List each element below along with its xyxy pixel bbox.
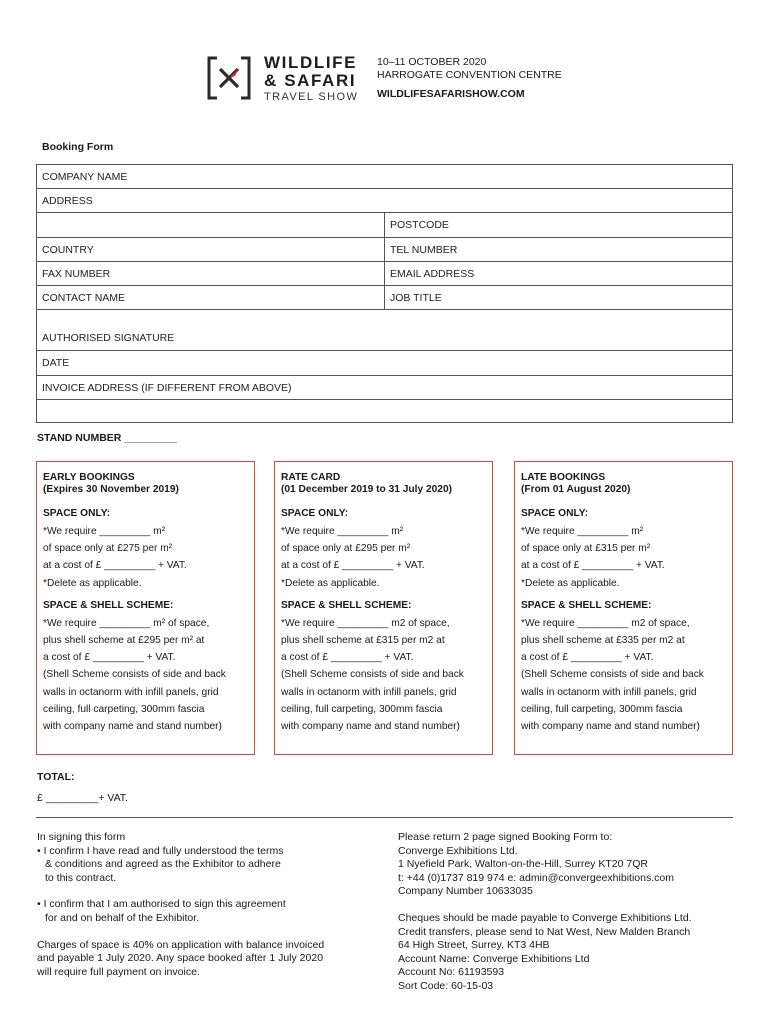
logo-subtitle: TRAVEL SHOW (264, 91, 359, 103)
logo-title (264, 54, 357, 90)
charges-line: Charges of space is 40% on application with balance invoiced (37, 938, 325, 951)
shell-line: ceiling, full carpeting, 300mm fascia (281, 703, 443, 715)
form-row (37, 165, 732, 189)
shell-line: (Shell Scheme consists of side and back (43, 669, 226, 681)
space-only-heading: SPACE ONLY: (281, 508, 349, 519)
company-name-field[interactable]: COMPANY NAME (42, 171, 128, 183)
logo-icon (207, 56, 251, 100)
payment-line: 64 High Street, Surrey, KT3 4HB (398, 939, 550, 952)
shell-line: with company name and stand number) (43, 721, 222, 733)
shell-line: walls in octanorm with infill panels, grid (521, 686, 697, 698)
space-only-line: *Delete as applicable. (281, 577, 380, 589)
shell-line[interactable]: *We require _________ m2 of space, (521, 617, 690, 629)
space-only-line: of space only at £275 per m² (43, 543, 173, 555)
event-info (377, 56, 562, 101)
shell-line: with company name and stand number) (521, 721, 700, 733)
return-line: Company Number 10633035 (398, 885, 533, 898)
payment-line: Sort Code: 60-15-03 (398, 979, 494, 992)
payment-line: Account Name: Converge Exhibitions Ltd (398, 952, 590, 965)
early-bookings-card (36, 461, 255, 755)
shell-line[interactable]: a cost of £ _________ + VAT. (521, 652, 654, 664)
terms-line: to this contract. (45, 871, 117, 884)
card-subtitle: (Expires 30 November 2019) (43, 484, 179, 495)
invoice-address-input[interactable] (37, 400, 732, 422)
card-title: LATE BOOKINGS (521, 472, 606, 483)
space-only-line: of space only at £315 per m² (521, 543, 651, 555)
space-only-line[interactable]: *We require _________ m² (521, 526, 644, 537)
form-row (37, 238, 732, 262)
terms-intro: In signing this form (37, 831, 126, 843)
shell-line: plus shell scheme at £295 per m² at (43, 635, 205, 647)
contact-name-field[interactable]: CONTACT NAME (37, 286, 385, 309)
card-subtitle: (From 01 August 2020) (521, 484, 631, 495)
space-only-line[interactable]: *We require _________ m² (43, 526, 166, 537)
authorised-signature-field[interactable]: AUTHORISED SIGNATURE (42, 332, 175, 344)
divider (36, 817, 733, 818)
total-value-field[interactable]: £ _________+ VAT. (37, 792, 128, 804)
shell-line: (Shell Scheme consists of side and back (281, 669, 464, 681)
space-only-line: of space only at £295 per m² (281, 543, 411, 555)
terms-column (37, 831, 377, 979)
space-only-line[interactable]: at a cost of £ _________ + VAT. (43, 560, 187, 572)
shell-line[interactable]: a cost of £ _________ + VAT. (281, 652, 414, 664)
shell-line[interactable]: *We require _________ m² of space, (43, 617, 210, 629)
return-line: t: +44 (0)1737 819 974 e: admin@convergeexhibitions.com (398, 871, 674, 884)
form-row (37, 213, 732, 238)
shell-line: ceiling, full carpeting, 300mm fascia (43, 703, 205, 715)
payment-line: Cheques should be made payable to Converge Exhibitions Ltd. (398, 911, 692, 924)
return-line: 1 Nyefield Park, Walton-on-the-Hill, Surrey KT20 7QR (398, 858, 648, 871)
shell-line[interactable]: *We require _________ m2 of space, (281, 617, 450, 629)
shell-scheme-heading: SPACE & SHELL SCHEME: (281, 599, 412, 611)
postcode-field[interactable]: POSTCODE (390, 219, 449, 231)
shell-line[interactable]: a cost of £ _________ + VAT. (43, 652, 176, 664)
stand-number-field[interactable]: STAND NUMBER _________ (37, 432, 177, 444)
event-venue: HARROGATE CONVENTION CENTRE (377, 69, 562, 81)
payment-line: Account No: 61193593 (398, 966, 505, 979)
return-info-column (398, 831, 738, 994)
form-row (37, 189, 732, 213)
space-only-line[interactable]: *We require _________ m² (281, 526, 404, 537)
date-field[interactable]: DATE (42, 357, 70, 369)
charges-line: will require full payment on invoice. (37, 965, 200, 978)
event-website-link[interactable]: WILDLIFESAFARISHOW.COM (377, 88, 525, 100)
space-only-line[interactable]: at a cost of £ _________ + VAT. (281, 560, 425, 572)
form-row (37, 262, 732, 286)
email-address-field[interactable]: EMAIL ADDRESS (390, 268, 475, 280)
form-row (37, 400, 732, 422)
space-only-line: *Delete as applicable. (43, 577, 142, 589)
job-title-field[interactable]: JOB TITLE (390, 292, 442, 304)
card-subtitle: (01 December 2019 to 31 July 2020) (281, 484, 453, 495)
card-title: EARLY BOOKINGS (43, 472, 135, 483)
logo-line-1: WILDLIFE (264, 53, 358, 72)
shell-line: walls in octanorm with infill panels, grid (43, 686, 219, 698)
event-date: 10–11 OCTOBER 2020 (377, 56, 487, 68)
tel-number-field[interactable]: TEL NUMBER (390, 244, 458, 256)
space-only-line[interactable]: at a cost of £ _________ + VAT. (521, 560, 665, 572)
form-title: Booking Form (42, 141, 114, 153)
space-only-heading: SPACE ONLY: (521, 508, 589, 519)
terms-line: for and on behalf of the Exhibitor. (45, 911, 200, 924)
return-line: Converge Exhibitions Ltd. (398, 844, 518, 857)
terms-line: • I confirm I have read and fully understood the terms (37, 844, 284, 857)
payment-line: Credit transfers, please send to Nat West, New Malden Branch (398, 925, 691, 938)
country-field[interactable]: COUNTRY (37, 238, 385, 261)
booking-form-table (36, 164, 733, 423)
logo-line-2: & SAFARI (264, 71, 357, 90)
form-row (37, 310, 732, 351)
total-label: TOTAL: (37, 771, 75, 783)
late-bookings-card (514, 461, 733, 755)
address-continuation-field[interactable] (37, 213, 385, 237)
space-only-line: *Delete as applicable. (521, 577, 620, 589)
shell-line: plus shell scheme at £315 per m2 at (281, 635, 445, 647)
shell-scheme-heading: SPACE & SHELL SCHEME: (521, 599, 652, 611)
shell-line: (Shell Scheme consists of side and back (521, 669, 704, 681)
shell-line: walls in octanorm with infill panels, grid (281, 686, 457, 698)
shell-scheme-heading: SPACE & SHELL SCHEME: (43, 599, 174, 611)
form-row (37, 376, 732, 400)
invoice-address-field[interactable]: INVOICE ADDRESS (IF DIFFERENT FROM ABOVE) (42, 382, 292, 394)
card-title: RATE CARD (281, 472, 341, 483)
terms-line: & conditions and agreed as the Exhibitor to adhere (45, 858, 281, 871)
rate-card (274, 461, 493, 755)
address-field[interactable]: ADDRESS (42, 195, 93, 207)
shell-line: ceiling, full carpeting, 300mm fascia (521, 703, 683, 715)
return-line: Please return 2 page signed Booking Form to: (398, 831, 613, 843)
fax-number-field[interactable]: FAX NUMBER (37, 262, 385, 285)
shell-line: with company name and stand number) (281, 721, 460, 733)
form-row (37, 351, 732, 376)
space-only-heading: SPACE ONLY: (43, 508, 111, 519)
shell-line: plus shell scheme at £335 per m2 at (521, 635, 685, 647)
terms-line: • I confirm that I am authorised to sign this agreement (37, 898, 286, 911)
form-row (37, 286, 732, 310)
charges-line: and payable 1 July 2020. Any space booked after 1 July 2020 (37, 952, 324, 965)
